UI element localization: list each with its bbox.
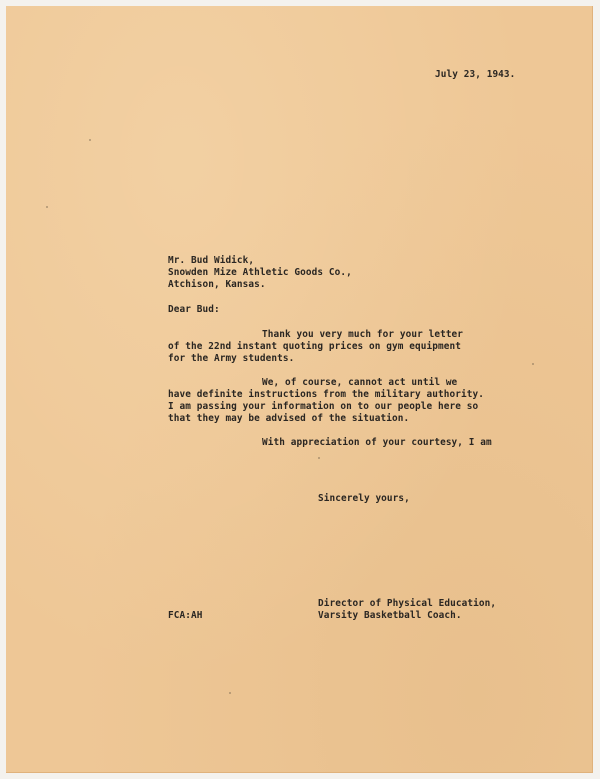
paragraph2-line4: that they may be advised of the situation. xyxy=(168,413,410,424)
salutation: Dear Bud: xyxy=(168,304,220,315)
paper-speck xyxy=(229,692,231,694)
paragraph3: With appreciation of your courtesy, I am xyxy=(262,437,492,448)
paragraph2-line2: have definite instructions from the military authority. xyxy=(168,389,484,400)
signature-title-line2: Varsity Basketball Coach. xyxy=(318,610,462,621)
paper-speck xyxy=(89,139,91,141)
closing: Sincerely yours, xyxy=(318,493,410,504)
paper-speck xyxy=(318,457,320,459)
recipient-address: Atchison, Kansas. xyxy=(168,279,266,290)
paragraph1-line2: of the 22nd instant quoting prices on gym equipment xyxy=(168,341,461,352)
letter-date: July 23, 1943. xyxy=(435,69,516,80)
paragraph2-line1: We, of course, cannot act until we xyxy=(262,377,458,388)
paragraph1-line3: for the Army students. xyxy=(168,353,295,364)
paragraph2-line3: I am passing your information on to our people here so xyxy=(168,401,479,412)
recipient-name: Mr. Bud Widick, xyxy=(168,255,255,266)
paper-speck xyxy=(46,206,48,208)
paragraph1-line1: Thank you very much for your letter xyxy=(262,329,464,340)
recipient-company: Snowden Mize Athletic Goods Co., xyxy=(168,267,352,278)
letter-page xyxy=(6,6,593,773)
signature-title-line1: Director of Physical Education, xyxy=(318,598,497,609)
typist-initials: FCA:AH xyxy=(168,610,203,621)
paper-speck xyxy=(532,363,534,365)
